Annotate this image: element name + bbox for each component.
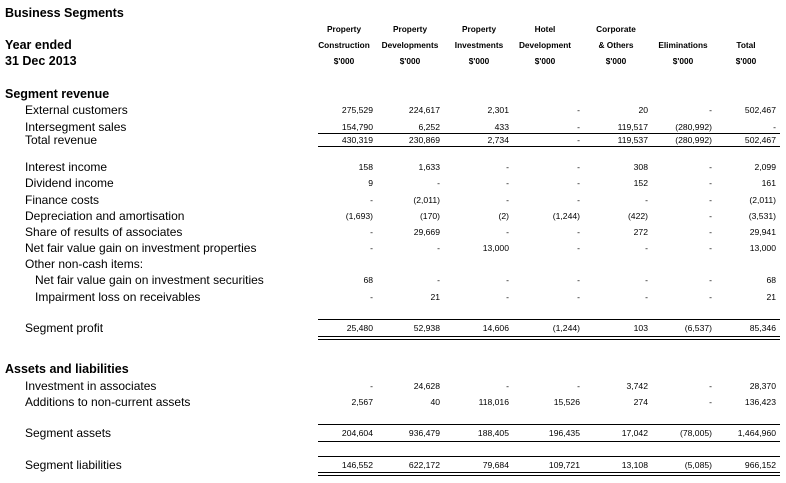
table-cell: - bbox=[370, 292, 373, 302]
table-cell: 13,108 bbox=[621, 460, 648, 470]
table-cell: - bbox=[370, 243, 373, 253]
table-cell: (78,005) bbox=[679, 428, 712, 438]
table-cell: 966,152 bbox=[744, 460, 776, 470]
table-cell: (2,011) bbox=[749, 195, 776, 205]
row-label: Impairment loss on receivables bbox=[35, 290, 201, 304]
table-cell: - bbox=[506, 227, 509, 237]
table-rule bbox=[318, 456, 780, 457]
table-cell: 502,467 bbox=[744, 135, 776, 145]
row-label: Segment assets bbox=[25, 426, 112, 440]
column-header-unit: $'000 bbox=[333, 56, 355, 66]
row-label: Interest income bbox=[25, 160, 108, 174]
table-cell: - bbox=[709, 178, 712, 188]
table-cell: 2,301 bbox=[487, 105, 509, 115]
table-cell: - bbox=[370, 227, 373, 237]
table-cell: - bbox=[577, 162, 580, 172]
row-label: Share of results of associates bbox=[25, 225, 183, 239]
row-label: Other non-cash items: bbox=[25, 257, 144, 271]
column-header-unit: $'000 bbox=[672, 56, 694, 66]
row-label: External customers bbox=[25, 103, 128, 117]
table-cell: 272 bbox=[633, 227, 648, 237]
table-cell: 119,517 bbox=[617, 122, 648, 132]
table-cell: - bbox=[709, 275, 712, 285]
row-label: Dividend income bbox=[25, 176, 114, 190]
table-cell: 622,172 bbox=[408, 460, 440, 470]
table-cell: - bbox=[577, 178, 580, 188]
table-cell: (2,011) bbox=[413, 195, 440, 205]
table-cell: 118,016 bbox=[478, 397, 509, 407]
column-header-mid: Property bbox=[326, 24, 362, 34]
row-label: Total revenue bbox=[25, 133, 98, 147]
row-label: Segment liabilities bbox=[25, 458, 122, 472]
table-rule bbox=[318, 475, 780, 476]
table-cell: 274 bbox=[633, 397, 648, 407]
table-cell: 433 bbox=[494, 122, 509, 132]
table-cell: (422) bbox=[627, 211, 648, 221]
table-cell: 3,742 bbox=[626, 381, 648, 391]
column-header-bottom: Eliminations bbox=[658, 40, 708, 50]
table-cell: (280,992) bbox=[675, 135, 712, 145]
table-cell: - bbox=[506, 178, 509, 188]
table-cell: - bbox=[577, 105, 580, 115]
table-cell: 2,567 bbox=[351, 397, 373, 407]
table-cell: 308 bbox=[633, 162, 648, 172]
table-cell: 154,790 bbox=[341, 122, 373, 132]
table-rule bbox=[318, 336, 780, 337]
page-title: Business Segments bbox=[5, 6, 124, 20]
table-cell: 936,479 bbox=[408, 428, 440, 438]
table-cell: - bbox=[577, 227, 580, 237]
table-cell: (170) bbox=[419, 211, 440, 221]
table-cell: - bbox=[577, 122, 580, 132]
table-rule bbox=[318, 133, 780, 134]
table-rule bbox=[318, 424, 780, 425]
column-header-bottom: & Others bbox=[598, 40, 634, 50]
table-cell: 119,537 bbox=[617, 135, 648, 145]
table-cell: - bbox=[437, 275, 440, 285]
table-cell: 20 bbox=[638, 105, 648, 115]
table-cell: 161 bbox=[761, 178, 776, 188]
row-label: Intersegment sales bbox=[25, 120, 127, 134]
table-cell: - bbox=[437, 178, 440, 188]
table-cell: 430,319 bbox=[341, 135, 373, 145]
row-label: Investment in associates bbox=[25, 379, 157, 393]
table-cell: (1,244) bbox=[552, 323, 580, 333]
row-label: Segment profit bbox=[25, 321, 104, 335]
table-cell: 52,938 bbox=[413, 323, 440, 333]
table-cell: 146,552 bbox=[341, 460, 373, 470]
column-header-bottom: Development bbox=[518, 40, 572, 50]
table-cell: 79,684 bbox=[482, 460, 509, 470]
table-cell: 14,606 bbox=[482, 323, 509, 333]
table-cell: 21 bbox=[766, 292, 776, 302]
table-cell: 2,099 bbox=[754, 162, 776, 172]
table-cell: 230,869 bbox=[408, 135, 440, 145]
row-label: Net fair value gain on investment securities bbox=[35, 273, 264, 287]
table-cell: 103 bbox=[633, 323, 648, 333]
table-cell: 21 bbox=[430, 292, 440, 302]
table-cell: 188,405 bbox=[477, 428, 509, 438]
table-cell: 68 bbox=[766, 275, 776, 285]
table-cell: (280,992) bbox=[675, 122, 712, 132]
table-rule bbox=[318, 472, 780, 473]
table-cell: 196,435 bbox=[548, 428, 580, 438]
table-cell: - bbox=[645, 243, 648, 253]
section-segment-revenue: Segment revenue bbox=[5, 87, 110, 101]
column-header-unit: $'000 bbox=[399, 56, 421, 66]
table-cell: - bbox=[506, 292, 509, 302]
column-header-unit: $'000 bbox=[468, 56, 490, 66]
table-cell: 29,669 bbox=[413, 227, 440, 237]
table-cell: - bbox=[645, 292, 648, 302]
table-cell: - bbox=[645, 195, 648, 205]
table-cell: (6,537) bbox=[684, 323, 712, 333]
table-cell: - bbox=[506, 162, 509, 172]
table-cell: (3,531) bbox=[748, 211, 776, 221]
table-cell: 25,480 bbox=[346, 323, 373, 333]
table-cell: - bbox=[506, 275, 509, 285]
table-cell: 158 bbox=[358, 162, 373, 172]
table-cell: 224,617 bbox=[408, 105, 440, 115]
table-cell: 28,370 bbox=[749, 381, 776, 391]
table-cell: 24,628 bbox=[413, 381, 440, 391]
row-label: Net fair value gain on investment properties bbox=[25, 241, 257, 255]
table-cell: - bbox=[577, 195, 580, 205]
table-cell: 13,000 bbox=[749, 243, 776, 253]
table-cell: 152 bbox=[633, 178, 648, 188]
table-cell: - bbox=[577, 243, 580, 253]
column-header-bottom: Construction bbox=[318, 40, 370, 50]
table-cell: 85,346 bbox=[749, 323, 776, 333]
table-cell: 275,529 bbox=[341, 105, 373, 115]
table-cell: 15,526 bbox=[553, 397, 580, 407]
period-date: 31 Dec 2013 bbox=[5, 54, 77, 68]
table-cell: 1,633 bbox=[418, 162, 440, 172]
table-rule bbox=[318, 441, 780, 442]
table-cell: 204,604 bbox=[341, 428, 373, 438]
table-cell: - bbox=[709, 162, 712, 172]
table-cell: 109,721 bbox=[548, 460, 580, 470]
section-assets-liabilities: Assets and liabilities bbox=[5, 362, 129, 376]
row-label: Depreciation and amortisation bbox=[25, 209, 185, 223]
table-cell: - bbox=[709, 292, 712, 302]
table-cell: (2) bbox=[498, 211, 509, 221]
table-cell: - bbox=[645, 275, 648, 285]
period-label: Year ended bbox=[5, 38, 72, 52]
table-cell: - bbox=[709, 381, 712, 391]
column-header-bottom: Investments bbox=[454, 40, 504, 50]
table-rule bbox=[318, 319, 780, 320]
table-cell: - bbox=[577, 381, 580, 391]
table-cell: - bbox=[577, 292, 580, 302]
table-cell: - bbox=[506, 195, 509, 205]
table-cell: - bbox=[437, 243, 440, 253]
column-header-unit: $'000 bbox=[605, 56, 627, 66]
table-rule bbox=[318, 339, 780, 340]
table-cell: - bbox=[709, 105, 712, 115]
table-cell: - bbox=[709, 211, 712, 221]
table-cell: 136,423 bbox=[744, 397, 776, 407]
table-cell: - bbox=[773, 122, 776, 132]
column-header-mid: Property bbox=[392, 24, 428, 34]
row-label: Additions to non-current assets bbox=[25, 395, 191, 409]
table-cell: 17,042 bbox=[621, 428, 648, 438]
table-cell: - bbox=[577, 275, 580, 285]
column-header-unit: $'000 bbox=[735, 56, 757, 66]
table-cell: - bbox=[709, 243, 712, 253]
table-cell: (5,085) bbox=[684, 460, 712, 470]
table-cell: - bbox=[370, 381, 373, 391]
column-header-unit: $'000 bbox=[534, 56, 556, 66]
table-cell: 13,000 bbox=[482, 243, 509, 253]
table-cell: 68 bbox=[363, 275, 373, 285]
column-header-mid: Property bbox=[461, 24, 497, 34]
table-cell: - bbox=[709, 397, 712, 407]
column-header-mid: Corporate bbox=[596, 24, 636, 34]
table-cell: - bbox=[370, 195, 373, 205]
table-cell: 29,941 bbox=[749, 227, 776, 237]
table-cell: (1,244) bbox=[552, 211, 580, 221]
column-header-mid: Hotel bbox=[534, 24, 556, 34]
table-cell: - bbox=[577, 135, 580, 145]
table-cell: 40 bbox=[430, 397, 440, 407]
table-cell: (1,693) bbox=[345, 211, 373, 221]
table-cell: 6,252 bbox=[418, 122, 440, 132]
column-header-bottom: Developments bbox=[381, 40, 439, 50]
table-cell: 502,467 bbox=[744, 105, 776, 115]
table-cell: - bbox=[506, 381, 509, 391]
table-cell: - bbox=[709, 195, 712, 205]
row-label: Finance costs bbox=[25, 193, 100, 207]
table-cell: 1,464,960 bbox=[737, 428, 776, 438]
table-rule bbox=[318, 146, 780, 147]
column-header-bottom: Total bbox=[736, 40, 756, 50]
table-cell: - bbox=[709, 227, 712, 237]
table-cell: 2,734 bbox=[487, 135, 509, 145]
table-cell: 9 bbox=[368, 178, 373, 188]
